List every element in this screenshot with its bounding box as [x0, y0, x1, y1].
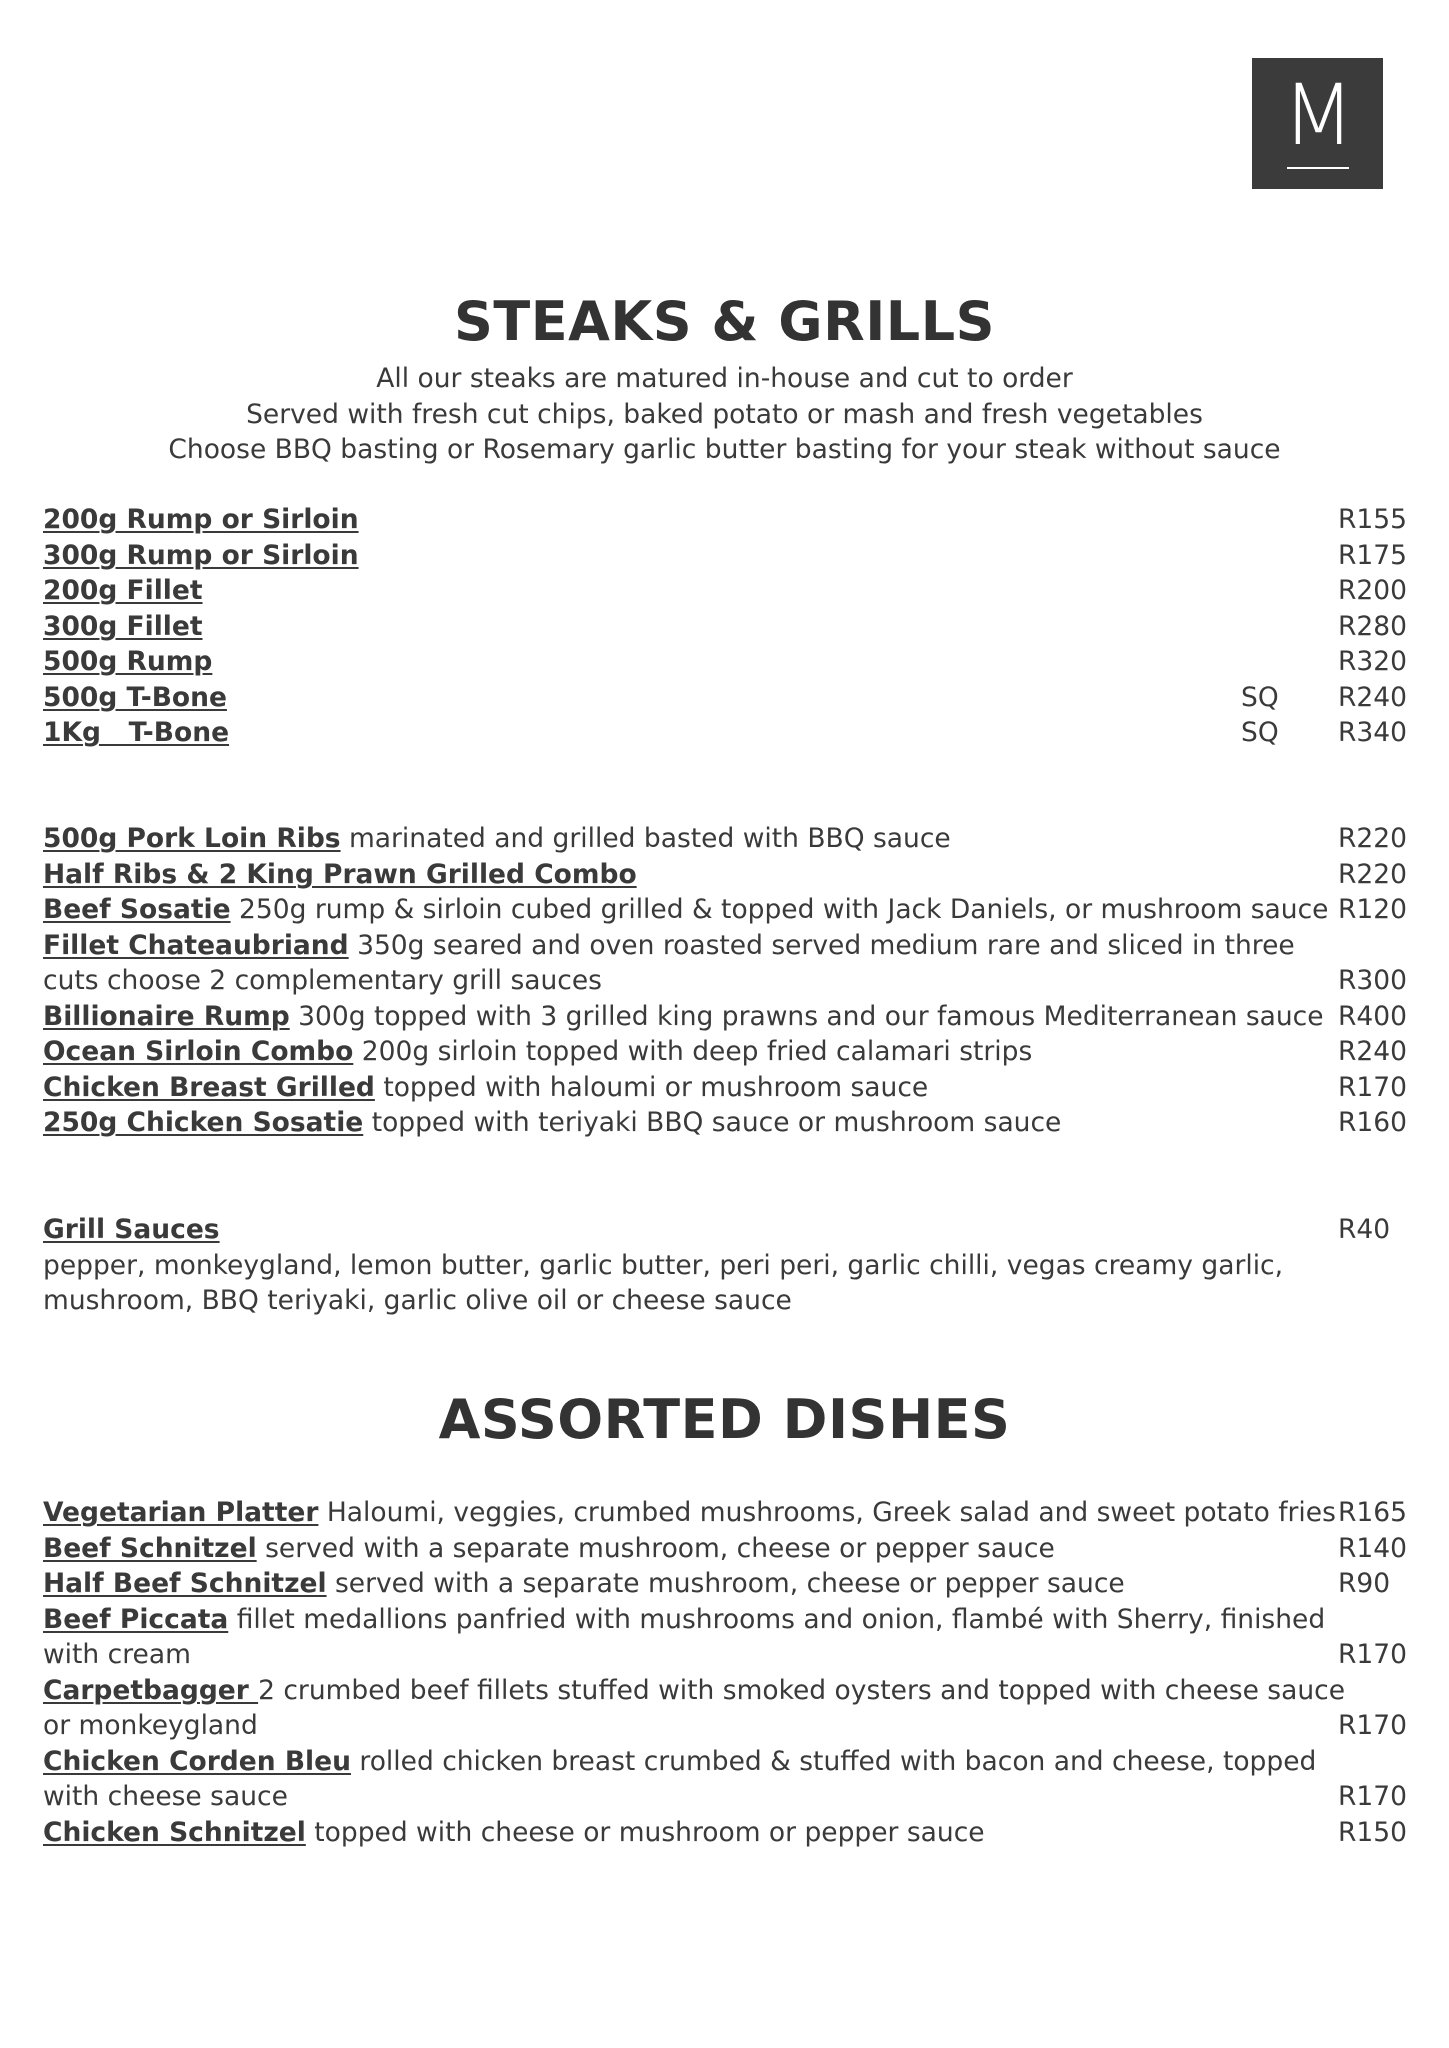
- logo-underline: [1287, 167, 1349, 169]
- item-description: topped with haloumi or mushroom sauce: [374, 1071, 929, 1103]
- item-price: R155: [1338, 504, 1407, 535]
- item-name: 1Kg T-Bone: [43, 717, 230, 748]
- item-price: R300: [1338, 965, 1407, 996]
- grill-sauces: [43, 1212, 1408, 1319]
- item-price: R240: [1338, 1036, 1407, 1067]
- menu-item: [43, 609, 1408, 645]
- item-name: Half Beef Schnitzel: [43, 1568, 327, 1599]
- menu-item: [43, 999, 1408, 1035]
- grills-list: [43, 821, 1408, 1141]
- assorted-title: ASSORTED DISHES: [438, 1388, 1011, 1451]
- item-price: R170: [1338, 1639, 1407, 1670]
- intro-line: Choose BBQ basting or Rosemary garlic butter basting for your steak without sauce: [168, 434, 1281, 465]
- item-description: served with a separate mushroom, cheese or pepper sauce: [326, 1568, 1125, 1599]
- seasonal-quote-label: SQ: [1241, 681, 1279, 713]
- item-description-cont: with cheese sauce: [43, 1781, 288, 1812]
- item-price: R150: [1338, 1816, 1407, 1848]
- item-description: Haloumi, veggies, crumbed mushrooms, Greek salad and sweet potato fries: [318, 1497, 1336, 1528]
- menu-item: [43, 1602, 1408, 1673]
- menu-item: [43, 857, 1408, 893]
- item-description: fillet medallions panfried with mushrooms and onion, flambé with Sherry, finished: [228, 1603, 1326, 1635]
- menu-item: [43, 573, 1408, 609]
- menu-item: [43, 680, 1408, 716]
- steaks-title: STEAKS & GRILLS: [453, 290, 996, 353]
- menu-item: [43, 1034, 1408, 1070]
- item-name: Fillet Chateaubriand: [43, 929, 349, 961]
- item-description: 250g rump & sirloin cubed grilled & topped with Jack Daniels, or mushroom sauce: [230, 894, 1329, 925]
- item-name: Carpetbagger: [43, 1674, 259, 1706]
- item-name: Chicken Corden Bleu: [43, 1745, 351, 1777]
- menu-item: [43, 928, 1408, 999]
- item-price: R200: [1338, 575, 1407, 606]
- item-price: R40: [1338, 1214, 1391, 1245]
- item-price: R320: [1338, 646, 1407, 677]
- restaurant-logo: [1252, 58, 1383, 189]
- item-price: R170: [1338, 1071, 1407, 1103]
- item-price: R400: [1338, 1000, 1407, 1032]
- item-description-cont: or monkeygland: [43, 1710, 258, 1741]
- logo-letter: M: [1282, 65, 1353, 164]
- item-price: R240: [1338, 681, 1407, 713]
- menu-item: [43, 1070, 1408, 1106]
- item-name: 500g T-Bone: [43, 681, 227, 713]
- item-price: R175: [1338, 539, 1407, 571]
- item-price: R160: [1338, 1107, 1407, 1138]
- item-price: R140: [1338, 1532, 1407, 1564]
- item-price: R280: [1338, 610, 1407, 642]
- item-name: Beef Sosatie: [43, 894, 231, 925]
- item-description: marinated and grilled basted with BBQ sauce: [340, 823, 951, 854]
- menu-item: [43, 821, 1408, 857]
- menu-item: [43, 1495, 1408, 1531]
- item-description: served with a separate mushroom, cheese or pepper sauce: [256, 1532, 1055, 1564]
- menu-item: [43, 715, 1408, 751]
- item-price: R90: [1338, 1568, 1391, 1599]
- menu-item: [43, 538, 1408, 574]
- seasonal-quote-label: SQ: [1241, 717, 1279, 748]
- item-name: 200g Rump or Sirloin: [43, 504, 359, 535]
- intro-line: All our steaks are matured in-house and cut to order: [376, 363, 1073, 394]
- item-price: R170: [1338, 1710, 1407, 1741]
- menu-item: [43, 1815, 1408, 1851]
- item-name: Beef Piccata: [43, 1603, 229, 1635]
- menu-item: [43, 1212, 1408, 1248]
- intro-line: Served with fresh cut chips, baked potato or mash and fresh vegetables: [246, 398, 1203, 430]
- menu-item: [43, 1744, 1408, 1815]
- item-description: 300g topped with 3 grilled king prawns and our famous Mediterranean sauce: [289, 1000, 1324, 1032]
- item-name: 500g Rump: [43, 646, 213, 677]
- menu-item: [43, 502, 1408, 538]
- menu-item: [43, 644, 1408, 680]
- steak-cuts-list: [43, 502, 1408, 751]
- item-name: Chicken Schnitzel: [43, 1816, 306, 1848]
- item-name: 250g Chicken Sosatie: [43, 1107, 364, 1138]
- item-description: 2 crumbed beef fillets stuffed with smoked oysters and topped with cheese sauce: [258, 1674, 1346, 1706]
- menu-item: [43, 1566, 1408, 1602]
- item-name: Half Ribs & 2 King Prawn Grilled Combo: [43, 858, 637, 890]
- menu-item: [43, 892, 1408, 928]
- item-name: Chicken Breast Grilled: [43, 1071, 375, 1103]
- item-price: R165: [1338, 1497, 1407, 1528]
- item-name: Billionaire Rump: [43, 1000, 290, 1032]
- item-price: R220: [1338, 823, 1407, 854]
- sauce-list: mushroom, BBQ teriyaki, garlic olive oil or cheese sauce: [43, 1285, 792, 1316]
- steaks-intro: [0, 361, 1449, 468]
- item-name: 200g Fillet: [43, 575, 203, 606]
- item-name: 300g Fillet: [43, 610, 203, 642]
- item-description-cont: cuts choose 2 complementary grill sauces: [43, 965, 602, 996]
- assorted-list: [43, 1495, 1408, 1850]
- sauce-list: pepper, monkeygland, lemon butter, garlic butter, peri peri, garlic chilli, vegas creamy garlic,: [43, 1249, 1284, 1281]
- item-description: topped with cheese or mushroom or pepper sauce: [305, 1816, 985, 1848]
- item-price: R120: [1338, 894, 1407, 925]
- item-price: R220: [1338, 858, 1407, 890]
- item-name: Beef Schnitzel: [43, 1532, 257, 1564]
- item-name: Grill Sauces: [43, 1214, 220, 1245]
- item-description: topped with teriyaki BBQ sauce or mushroom sauce: [363, 1107, 1062, 1138]
- item-name: Vegetarian Platter: [43, 1497, 319, 1528]
- item-price: R170: [1338, 1781, 1407, 1812]
- item-description-cont: with cream: [43, 1639, 191, 1670]
- item-price: R340: [1338, 717, 1407, 748]
- item-description: 350g seared and oven roasted served medium rare and sliced in three: [348, 929, 1295, 961]
- menu-item: [43, 1531, 1408, 1567]
- item-name: 500g Pork Loin Ribs: [43, 823, 341, 854]
- item-description: 200g sirloin topped with deep fried calamari strips: [353, 1036, 1033, 1067]
- menu-item: [43, 1673, 1408, 1744]
- item-name: 300g Rump or Sirloin: [43, 539, 359, 571]
- item-description: rolled chicken breast crumbed & stuffed with bacon and cheese, topped: [350, 1745, 1317, 1777]
- menu-item: [43, 1105, 1408, 1141]
- item-name: Ocean Sirloin Combo: [43, 1036, 354, 1067]
